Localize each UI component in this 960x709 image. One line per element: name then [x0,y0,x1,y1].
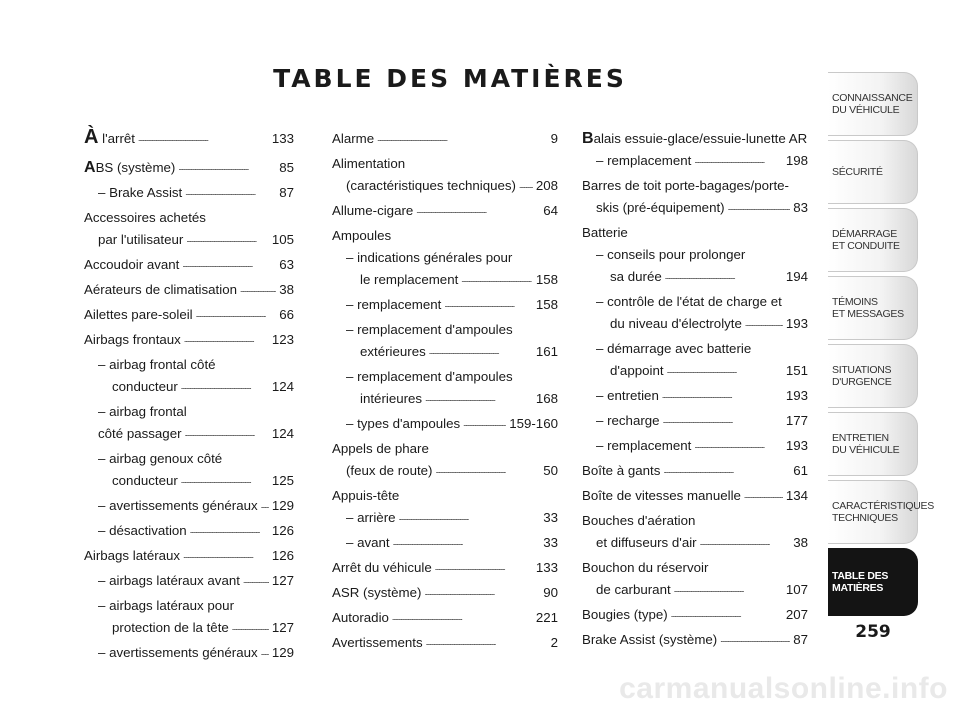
entry-page: 134 [785,488,808,503]
index-entry[interactable] [84,423,294,448]
tab-label: SÉCURITÉ [832,166,883,178]
index-entry[interactable] [332,460,558,485]
page-number: 259 [855,622,891,642]
tab-label: SITUATIONS [832,364,892,376]
entry-page: 2 [550,635,558,650]
index-entry[interactable] [84,329,294,354]
index-entry[interactable] [332,413,558,438]
index-column-1 [84,128,294,667]
tab-label: ET MESSAGES [832,308,904,320]
tab-label: CARACTÉRISTIQUES [832,500,934,512]
entry-page: 38 [279,282,294,297]
entry-text: conducteur [112,379,178,394]
tab-label: ENTRETIEN [832,432,889,444]
index-entry[interactable] [582,385,808,410]
entry-text: Ailettes pare-soleil [84,307,193,322]
entry-text: – types d'ampoules [346,416,461,431]
entry-text: l'arrêt [98,131,135,146]
index-entry[interactable] [84,376,294,401]
entry-text: – conseils pour prolonger [596,247,746,262]
entry-text: d'appoint [610,363,664,378]
index-entry[interactable] [582,485,808,510]
tab-label: MATIÈRES [832,582,884,594]
tab-label: DU VÉHICULE [832,444,900,456]
entry-text: le remplacement [360,272,459,287]
entry-text: Brake Assist (système) [582,632,718,647]
tab-label: DÉMARRAGE [832,228,897,240]
entry-page: 105 [271,232,294,247]
entry-page: 9 [550,131,558,146]
entry-text: – airbags latéraux pour [98,598,235,613]
index-entry[interactable] [332,128,558,153]
entry-text: – airbag frontal côté [98,357,216,372]
entry-page: 90 [543,585,558,600]
section-initial: B [582,130,594,147]
entry-page: 66 [279,307,294,322]
entry-page: 123 [271,332,294,347]
index-entry[interactable] [582,150,808,175]
watermark: carmanualsonline.info [619,672,948,705]
index-entry[interactable] [582,128,808,150]
entry-text: – contrôle de l'état de charge et [596,294,782,309]
entry-text: Boîte à gants [582,463,661,478]
entry-text: Bouchon du réservoir [582,560,709,575]
tab-label: ET CONDUITE [832,240,900,252]
index-entry[interactable] [84,570,294,595]
index-entry[interactable] [582,579,808,604]
section-initial: À [84,126,99,148]
entry-text: par l'utilisateur [98,232,184,247]
index-entry[interactable] [332,632,558,657]
tab-label: TÉMOINS [832,296,878,308]
entry-text: – entretien [596,388,659,403]
entry-text: extérieures [360,344,426,359]
entry-text: – indications générales pour [346,250,513,265]
entry-text: Accessoires achetés [84,210,206,225]
entry-text: Airbags latéraux [84,548,181,563]
tab-label: D'URGENCE [832,376,892,388]
entry-page: 193 [785,388,808,403]
entry-text: – avertissements généraux [98,498,258,513]
index-entry[interactable] [84,495,294,520]
index-entry[interactable] [84,157,294,182]
index-entry[interactable] [84,229,294,254]
tab-entretien-du-vehicule[interactable] [828,412,918,476]
entry-text: alais essuie-glace/essuie-lunette AR [593,131,808,146]
tab-label: TABLE DES [832,570,889,582]
tab-connaissance-du-vehicule[interactable] [828,72,918,136]
index-entry[interactable] [84,304,294,329]
entry-page: 221 [535,610,558,625]
entry-text: – arrière [346,510,396,525]
entry-page: 126 [271,523,294,538]
entry-text: Boîte de vitesses manuelle [582,488,741,503]
entry-page: 158 [535,297,558,312]
entry-page: 198 [785,153,808,168]
entry-text: Alimentation [332,156,406,171]
entry-text: conducteur [112,473,178,488]
entry-text: Bougies (type) [582,607,668,622]
index-entry[interactable] [332,200,558,225]
entry-text: du niveau d'électrolyte [610,316,742,331]
index-entry[interactable] [582,197,808,222]
entry-page: 125 [271,473,294,488]
entry-page: 127 [271,573,294,588]
entry-text: Barres de toit porte-bagages/porte- [582,178,789,193]
index-entry[interactable] [84,182,294,207]
entry-page: 87 [793,632,808,647]
index-entry[interactable] [332,341,558,366]
entry-page: 207 [785,607,808,622]
entry-page: 158 [535,272,558,287]
entry-page: 38 [793,535,808,550]
entry-text: Bouches d'aération [582,513,696,528]
tab-caracteristiques-techniques[interactable] [828,480,934,544]
entry-page: 50 [543,463,558,478]
entry-text: – avertissements généraux [98,645,258,660]
entry-text: Allume-cigare [332,203,414,218]
entry-text: (feux de route) [346,463,433,478]
entry-page: 124 [271,379,294,394]
entry-text: – remplacement [596,438,692,453]
entry-page: 61 [793,463,808,478]
index-entry[interactable] [582,460,808,485]
entry-text: côté passager [98,426,182,441]
entry-text: – airbags latéraux avant [98,573,240,588]
entry-text: – Brake Assist [98,185,183,200]
tab-situations-d-urgence[interactable] [828,344,918,408]
index-entry[interactable] [582,604,808,629]
tab-label: TECHNIQUES [832,512,898,524]
entry-page: 64 [543,203,558,218]
entry-page: 194 [785,269,808,284]
entry-page: 133 [271,131,294,146]
index-entry[interactable] [332,532,558,557]
entry-page: 126 [271,548,294,563]
tab-securite[interactable] [828,140,918,204]
index-entry[interactable] [582,435,808,460]
section-initial: A [84,159,96,176]
index-entry[interactable] [84,470,294,495]
section-tabs [828,72,934,620]
entry-page: 63 [279,257,294,272]
entry-text: sa durée [610,269,662,284]
entry-page: 33 [543,535,558,550]
entry-page: 129 [271,498,294,513]
entry-text: Alarme [332,131,375,146]
entry-page: 161 [535,344,558,359]
entry-page: 193 [785,316,808,331]
entry-page: 159-160 [509,416,558,431]
entry-text: – désactivation [98,523,187,538]
index-entry[interactable] [332,557,558,582]
index-entry[interactable] [582,410,808,435]
index-entry[interactable] [332,582,558,607]
entry-text: Accoudoir avant [84,257,180,272]
entry-page: 208 [535,178,558,193]
index-entry[interactable] [332,607,558,632]
index-entry[interactable] [84,279,294,304]
entry-page: 193 [785,438,808,453]
entry-page: 85 [279,160,294,175]
index-entry[interactable] [84,128,294,153]
index-entry[interactable] [582,313,808,338]
index-column-3 [582,128,808,654]
entry-text: Appels de phare [332,441,429,456]
entry-text: – remplacement [346,297,442,312]
entry-text: – démarrage avec batterie [596,341,752,356]
entry-page: 107 [785,582,808,597]
entry-text: Avertissements [332,635,423,650]
index-entry[interactable] [332,175,558,200]
page-title: TABLE DES MATIÈRES [273,64,627,93]
index-entry[interactable] [582,266,808,291]
entry-page: 129 [271,645,294,660]
index-entry[interactable] [332,294,558,319]
index-entry[interactable] [332,507,558,532]
entry-text: – airbag frontal [98,404,187,419]
index-entry[interactable] [84,642,294,667]
index-entry[interactable] [582,629,808,654]
index-entry[interactable] [332,269,558,294]
index-entry[interactable] [582,532,808,557]
index-entry[interactable] [84,617,294,642]
entry-text: skis (pré-équipement) [596,200,725,215]
entry-page: 151 [785,363,808,378]
tab-label: CONNAISSANCE [832,92,913,104]
tab-demarrage-et-conduite[interactable] [828,208,918,272]
index-column-2 [332,128,558,657]
entry-page: 168 [535,391,558,406]
tab-label: DU VÉHICULE [832,104,900,116]
entry-text: protection de la tête [112,620,229,635]
entry-page: 83 [793,200,808,215]
index-entry[interactable] [582,360,808,385]
entry-page: 33 [543,510,558,525]
entry-text: intérieures [360,391,423,406]
entry-text: – recharge [596,413,660,428]
entry-text: – avant [346,535,390,550]
index-entry[interactable] [332,388,558,413]
entry-text: de carburant [596,582,671,597]
entry-text: (caractéristiques techniques) [346,178,516,193]
entry-page: 124 [271,426,294,441]
entry-text: BS (système) [95,160,176,175]
entry-page: 133 [535,560,558,575]
entry-text: – airbag genoux côté [98,451,223,466]
entry-text: Appuis-tête [332,488,400,503]
index-entry[interactable] [84,545,294,570]
entry-text: – remplacement d'ampoules [346,369,513,384]
entry-text: Aérateurs de climatisation [84,282,237,297]
entry-text: Arrêt du véhicule [332,560,432,575]
entry-page: 177 [785,413,808,428]
entry-text: – remplacement [596,153,692,168]
index-entry[interactable] [84,254,294,279]
entry-page: 87 [279,185,294,200]
entry-text: – remplacement d'ampoules [346,322,513,337]
entry-text: Ampoules [332,228,392,243]
entry-text: ASR (système) [332,585,422,600]
entry-text: Airbags frontaux [84,332,181,347]
entry-page: 127 [271,620,294,635]
entry-text: Autoradio [332,610,389,625]
tab-temoins-et-messages[interactable] [828,276,918,340]
index-entry[interactable] [84,520,294,545]
tab-table-des-matieres[interactable] [828,548,918,616]
entry-text: Batterie [582,225,628,240]
entry-text: et diffuseurs d'air [596,535,697,550]
